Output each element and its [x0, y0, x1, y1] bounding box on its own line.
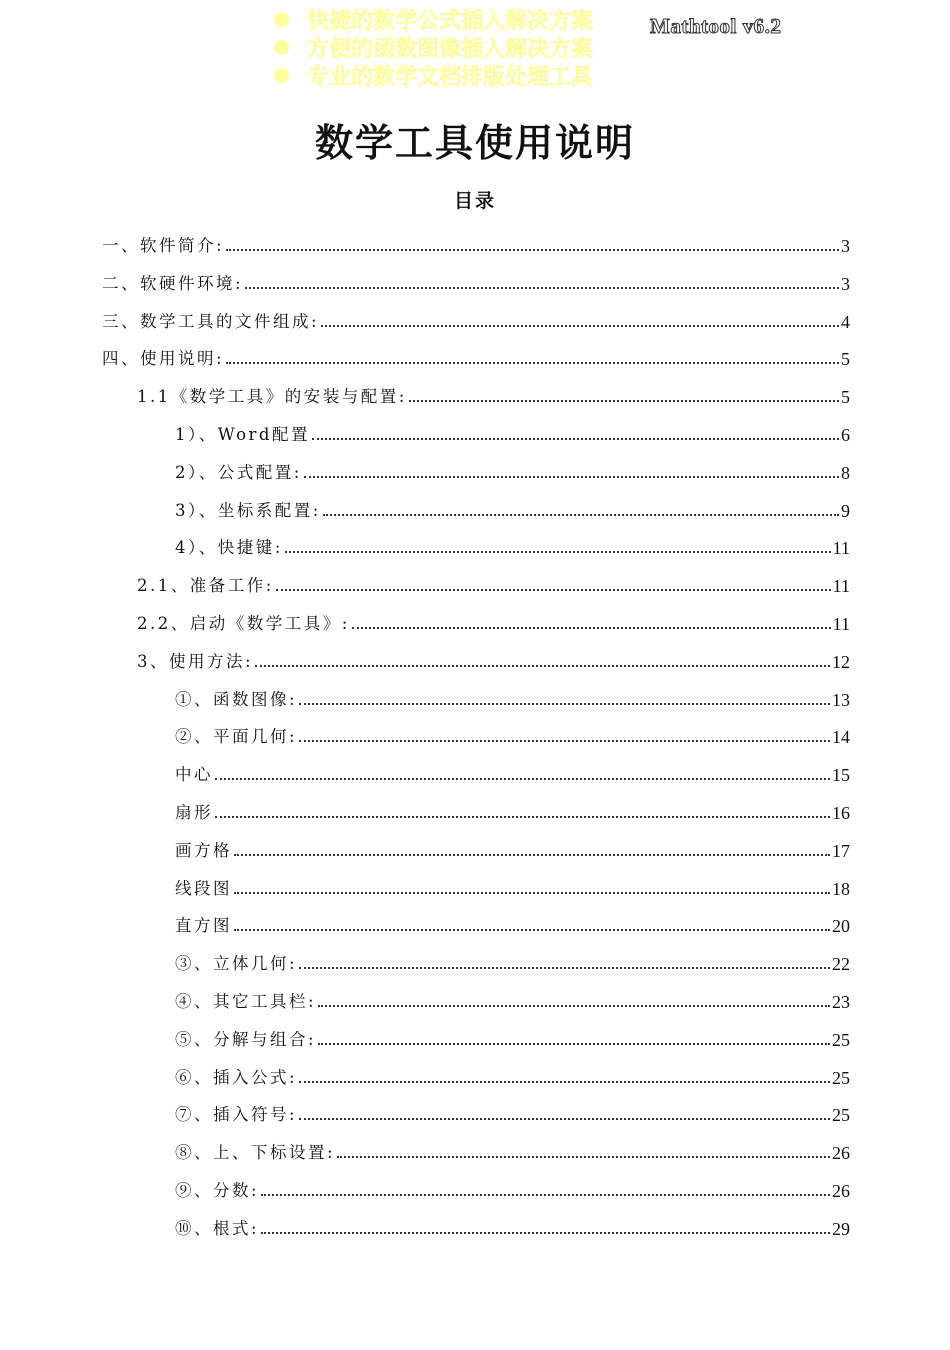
toc-entry-page: 17 — [832, 840, 850, 861]
toc-leader-dots — [318, 1004, 830, 1007]
toc-entry-label: 3、使用方法: — [137, 651, 254, 671]
banner-item — [274, 62, 593, 88]
toc-entry-page: 29 — [832, 1218, 850, 1239]
toc-entry-page: 11 — [832, 538, 850, 559]
toc-entry[interactable] — [175, 445, 850, 483]
toc-entry[interactable] — [102, 218, 850, 256]
toc-entry-label: 1.1《数学工具》的安装与配置: — [137, 387, 407, 407]
toc-entry-page: 9 — [841, 500, 850, 521]
banner-text: 专业的数学文档排版处理工具 — [307, 64, 594, 90]
toc-leader-dots — [304, 475, 839, 478]
toc-entry-label: ①、函数图像: — [175, 689, 298, 709]
toc-leader-dots — [352, 626, 831, 629]
toc-leader-dots — [226, 361, 839, 364]
toc-entry-page: 15 — [832, 765, 850, 786]
toc-entry[interactable] — [175, 1201, 850, 1239]
toc-leader-dots — [318, 1042, 830, 1045]
toc-leader-dots — [312, 437, 839, 440]
toc-entry-label: 中心 — [175, 765, 213, 785]
toc-entry[interactable] — [175, 974, 850, 1012]
toc-leader-dots — [255, 664, 830, 667]
toc-entry-page: 22 — [832, 954, 850, 975]
toc-entry[interactable] — [175, 1163, 850, 1201]
banner-item — [274, 34, 593, 60]
toc-entry-page: 16 — [832, 803, 850, 823]
toc-entry-label: ⑥、插入公式: — [175, 1067, 298, 1087]
toc-entry[interactable] — [175, 709, 850, 747]
toc-leader-dots — [261, 1193, 830, 1196]
toc-entry-label: ③、立体几何: — [175, 954, 298, 974]
toc-entry-label: 画方格 — [175, 840, 232, 860]
toc-entry-label: 线段图 — [175, 878, 232, 898]
toc-entry-label: 1）、Word配置 — [175, 425, 310, 444]
toc-leader-dots — [337, 1155, 830, 1158]
toc-leader-dots — [234, 891, 830, 894]
toc-entry-label: ⑦、插入符号: — [175, 1105, 298, 1125]
toc-leader-dots — [299, 739, 830, 742]
toc-entry[interactable] — [102, 294, 850, 332]
bullet-icon — [274, 40, 289, 55]
toc-entry[interactable] — [175, 1087, 850, 1125]
toc-leader-dots — [261, 1231, 830, 1234]
toc-entry-label: 二、软硬件环境: — [102, 273, 244, 293]
toc-entry[interactable] — [137, 558, 850, 596]
bullet-icon — [274, 68, 289, 83]
toc-entry[interactable] — [102, 331, 850, 369]
toc-entry[interactable] — [175, 785, 850, 823]
bullet-icon — [274, 12, 289, 27]
toc-leader-dots — [321, 324, 839, 327]
toc-entry[interactable] — [175, 747, 850, 785]
toc-entry-label: ②、平面几何: — [175, 727, 298, 747]
toc-entry-page: 13 — [832, 689, 850, 710]
toc-entry-page: 3 — [841, 273, 850, 294]
toc-entry-page: 25 — [832, 1105, 850, 1126]
toc-entry-page: 25 — [832, 1029, 850, 1050]
toc-entry-page: 12 — [832, 651, 850, 672]
banner-text: 方便的函数图像插入解决方案 — [307, 36, 594, 62]
toc-entry-label: ⑨、分数: — [175, 1181, 260, 1200]
toc-entry-page: 14 — [832, 727, 850, 748]
toc-entry-label: 2.2、启动《数学工具》: — [137, 614, 350, 633]
toc-entry-page: 18 — [832, 878, 850, 899]
toc-entry-label: 直方图 — [175, 916, 232, 936]
toc-entry[interactable] — [175, 483, 850, 521]
toc-entry-label: ⑤、分解与组合: — [175, 1029, 317, 1049]
toc-entry-label: 四、使用说明: — [102, 349, 225, 369]
toc-entry-label: 一、软件简介: — [102, 236, 225, 255]
toc-leader-dots — [234, 853, 830, 856]
toc-heading: 目录 — [453, 190, 496, 212]
toc-entry[interactable] — [137, 369, 850, 407]
toc-leader-dots — [215, 815, 830, 818]
toc-entry[interactable] — [175, 520, 850, 558]
toc-leader-dots — [215, 777, 830, 780]
toc-leader-dots — [299, 1080, 830, 1083]
toc-entry-label: 3）、坐标系配置: — [175, 500, 321, 520]
toc-entry-page: 8 — [841, 462, 850, 483]
page-title: 数学工具使用说明 — [314, 121, 635, 165]
toc-entry-page: 3 — [841, 236, 850, 256]
toc-leader-dots — [285, 550, 831, 553]
brand-logo: Mathtool v6.2 — [650, 14, 782, 38]
toc-entry[interactable] — [137, 634, 850, 672]
toc-entry-page: 11 — [832, 576, 850, 597]
toc-entry-label: 扇形 — [175, 803, 213, 822]
toc-entry-label: ⑧、上、下标设置: — [175, 1143, 336, 1163]
toc-entry[interactable] — [175, 1012, 850, 1050]
toc-entry[interactable] — [175, 1125, 850, 1163]
toc-entry-page: 5 — [841, 349, 850, 370]
toc-leader-dots — [409, 399, 839, 402]
toc-entry[interactable] — [175, 823, 850, 861]
toc-entry[interactable] — [175, 898, 850, 936]
toc-leader-dots — [245, 286, 839, 289]
toc-entry[interactable] — [175, 861, 850, 899]
toc-entry-label: 2.1、准备工作: — [137, 576, 274, 596]
toc-leader-dots — [299, 702, 830, 705]
toc-entry[interactable] — [175, 1050, 850, 1088]
toc-entry-page: 11 — [832, 614, 850, 634]
toc-entry-page: 5 — [841, 387, 850, 408]
banner-text: 快捷的数学公式插入解决方案 — [307, 8, 594, 34]
toc-leader-dots — [234, 928, 830, 931]
toc-entry-page: 26 — [832, 1181, 850, 1201]
toc-entry[interactable] — [175, 936, 850, 974]
toc-entry[interactable] — [137, 596, 850, 634]
header-banner — [0, 6, 950, 92]
toc-entry[interactable] — [102, 256, 850, 294]
toc-entry-label: 4）、快捷键: — [175, 538, 283, 558]
toc-leader-dots — [323, 513, 839, 516]
toc-leader-dots — [299, 966, 830, 969]
banner-item — [274, 6, 593, 32]
toc-entry[interactable] — [175, 672, 850, 710]
toc-entry-label: ④、其它工具栏: — [175, 992, 317, 1011]
toc-entry[interactable] — [175, 407, 850, 445]
toc-entry-page: 4 — [841, 311, 850, 332]
toc-leader-dots — [299, 1117, 830, 1120]
toc-entry-page: 25 — [832, 1067, 850, 1088]
toc-leader-dots — [276, 588, 831, 591]
toc-entry-page: 23 — [832, 992, 850, 1012]
toc-entry-page: 20 — [832, 916, 850, 937]
toc-leader-dots — [226, 248, 839, 251]
toc-entry-label: 2）、公式配置: — [175, 462, 302, 482]
toc-entry-label: ⑩、根式: — [175, 1218, 260, 1238]
toc-entry-page: 6 — [841, 425, 850, 445]
toc-entry-page: 26 — [832, 1143, 850, 1164]
toc-entry-label: 三、数学工具的文件组成: — [102, 311, 320, 331]
